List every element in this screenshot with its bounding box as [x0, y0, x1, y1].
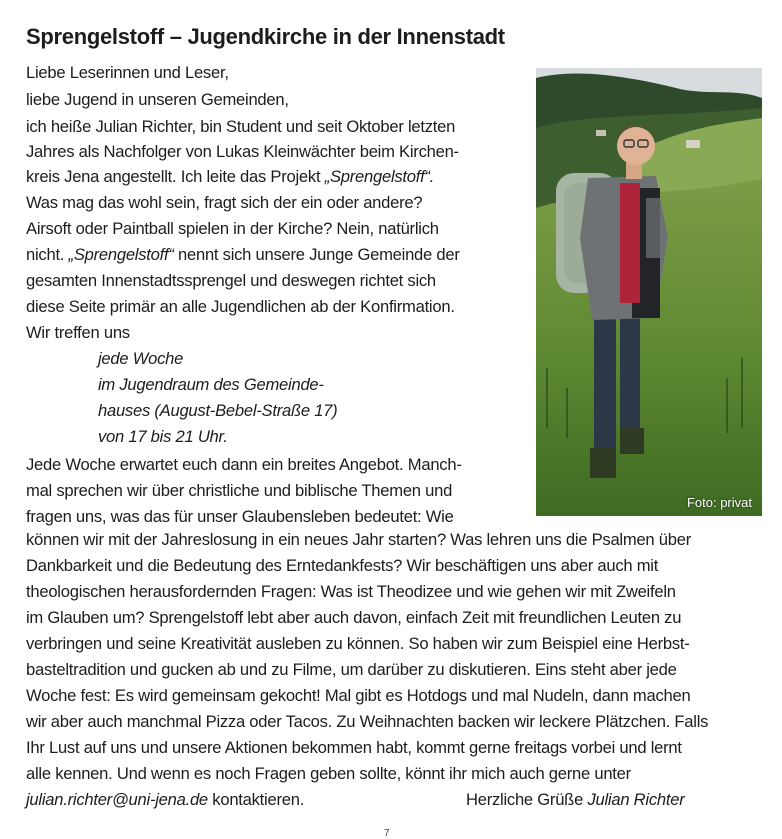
text-line: Dankbarkeit und die Bedeutung des Erntedankfests? Wir beschäftigen uns aber auch mit: [26, 556, 659, 575]
meeting-detail: von 17 bis 21 Uhr.: [98, 427, 228, 446]
photo-young-man-hiking: [536, 68, 762, 516]
text-line: liebe Jugend in unseren Gemeinden,: [26, 90, 289, 109]
project-name: „Sprengelstoff“: [68, 245, 174, 264]
text-line: diese Seite primär an alle Jugendlichen ab der Konfirmation.: [26, 297, 455, 316]
page-number: 7: [384, 828, 390, 839]
project-name: „Sprengelstoff“.: [324, 167, 435, 186]
article-title: Sprengelstoff – Jugendkirche in der Innenstadt: [26, 24, 505, 49]
author-name: Julian Richter: [587, 790, 685, 809]
text-line: Airsoft oder Paintball spielen in der Kirche? Nein, natürlich: [26, 219, 439, 238]
photo-illustration: [536, 68, 762, 516]
meeting-detail: jede Woche: [98, 349, 184, 368]
text-segment: nicht.: [26, 245, 65, 264]
text-line: alle kennen. Und wenn es noch Fragen geben sollte, könnt ihr mich auch gerne unter: [26, 764, 631, 783]
text-line: Was mag das wohl sein, fragt sich der ein oder andere?: [26, 193, 423, 212]
text-line: Liebe Leserinnen und Leser,: [26, 63, 229, 82]
text-segment: nennt sich unsere Junge Gemeinde der: [178, 245, 460, 264]
text-line: fragen uns, was das für unser Glaubensleben bedeutet: Wie: [26, 507, 454, 526]
text-line: Jede Woche erwartet euch dann ein breites Angebot. Manch-: [26, 455, 462, 474]
text-line: Ihr Lust auf uns und unsere Aktionen bekommen habt, kommt gerne freitags vorbei und lernt: [26, 738, 682, 757]
text-line: verbringen und seine Kreativität ausleben zu können. So haben wir zum Beispiel eine Herbst-: [26, 634, 690, 653]
greeting: Herzliche Grüße: [466, 790, 584, 809]
signature: [466, 790, 684, 810]
email-address: julian.richter@uni-jena.de: [26, 790, 208, 809]
meeting-detail: hauses (August-Bebel-Straße 17): [98, 401, 338, 420]
text-line: Woche fest: Es wird gemeinsam gekocht! Mal gibt es Hotdogs und mal Nudeln, dann machen: [26, 686, 691, 705]
text-segment: kreis Jena angestellt. Ich leite das Projekt: [26, 167, 321, 186]
text-line: [26, 790, 304, 810]
text-line: [26, 167, 434, 187]
text-segment: kontaktieren.: [212, 790, 305, 809]
text-line: mal sprechen wir über christliche und biblische Themen und: [26, 481, 453, 500]
text-line: wir aber auch manchmal Pizza oder Tacos. Zu Weihnachten backen wir leckere Plätzchen. Falls: [26, 712, 709, 731]
text-line: basteltradition und gucken ab und zu Filme, um darüber zu diskutieren. Eins steht aber jede: [26, 660, 677, 679]
text-line: können wir mit der Jahreslosung in ein neues Jahr starten? Was lehren uns die Psalmen über: [26, 530, 691, 549]
text-line: ich heiße Julian Richter, bin Student und seit Oktober letzten: [26, 117, 456, 136]
photo-credit: Foto: privat: [686, 495, 752, 510]
text-line: theologischen herausfordernden Fragen: Was ist Theodizee und wie gehen wir mit Zweifeln: [26, 582, 676, 601]
text-line: gesamten Innenstadtssprengel und deswegen richtet sich: [26, 271, 436, 290]
meeting-detail: im Jugendraum des Gemeinde-: [98, 375, 324, 394]
text-line: [26, 245, 460, 265]
text-line: Jahres als Nachfolger von Lukas Kleinwächter beim Kirchen-: [26, 142, 459, 161]
text-line: im Glauben um? Sprengelstoff lebt aber auch davon, einfach Zeit mit freundlichen Leuten zu: [26, 608, 682, 627]
text-line: Wir treffen uns: [26, 323, 130, 342]
